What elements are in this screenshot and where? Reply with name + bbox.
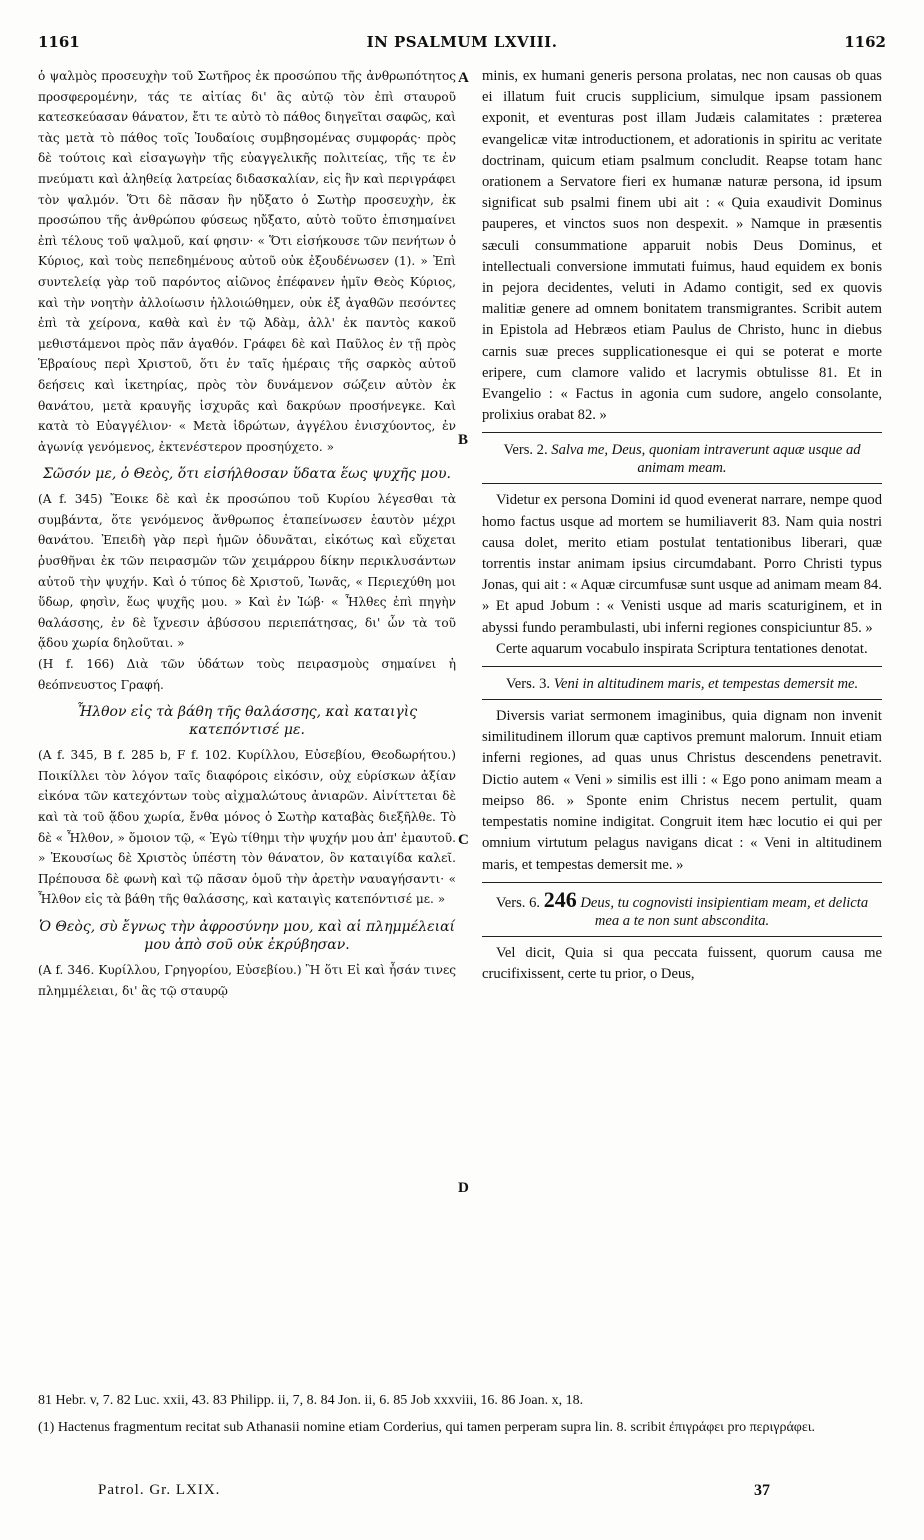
- latin-column: [482, 66, 882, 985]
- page-footer: [38, 1482, 882, 1502]
- margin-letter-d: D: [458, 1180, 469, 1196]
- latin-verse-heading: [482, 441, 882, 477]
- latin-paragraph: minis, ex humani generis persona prolatas, nec non causas ob quas ei illatum fuit crucis supplicium, simulque ipsam passionem exponit, et eventuras post illam Judæis calamitates : præterea evangelicæ vitæ introductionem, et adorationis in spiritu ac veritate doctrinam, quicum etiam psalmum concludit. Reapse totam hanc orationem a Servatore fieri ex humanæ naturæ persona, id ipsum significat sub psalmi finem ubi ait : « Quia exaudivit Dominus pauperes, et vinctos suos non despexit. » Namque in præsentis sæculi consummatione apparuit nobis Deus Dominus, et intellectuali conversione immutati fuimus, haud equidem ex bonis in pejora decidentes, veluti in Adamo contigit, sed ex quovis malitiæ genere ad omnem bonitatem transmigrantes. Scribit autem in Epistola ad Hebræos etiam Paulus de Christo, hunc in diebus carnis suæ preces supplicationesque ei qui se poterat e morte eripere, cum clamore valido et lacrymis obtulisse 81. Et in Evangelio : « Factus in agonia cum sudore, angelo consolante, prolixius orabat 82. »: [482, 68, 882, 424]
- greek-column: [38, 66, 456, 1001]
- latin-paragraph: Diversis variat sermonem imaginibus, quia dignam non invenit similitudinem illorum quæ captivos premunt malorum. Innuit etiam inferni regiones, ad quas unus Christus descendens penetravit. Dictio autem « Veni » similis est illi : « Ego pono animam meam a meipso 86. » Sponte enim Christus necem pertulit, quam tempestatis nomine indigitat. Congruit item hæc locutio ei qui per omnium virtutum pelagus navigans dicat : « Veni in altitudinem maris, et tempestas demersit me. »: [482, 708, 882, 873]
- divider: [482, 432, 882, 433]
- column-number: 246: [543, 886, 577, 912]
- latin-paragraph: Videtur ex persona Domini id quod evenerat narrare, nempe quod homo factus usque ad mortem se humiliaverit 83. Nam quia nostri causa dolet, merito etiam postulat tentationibus liberari, quæ torrentis instar animam ipsius circumdabant. Porro Christi typus Jonas, qui ait : « Aquæ circumfusæ sunt usque ad animam meam 84. » Et apud Jobum : « Venisti usque ad maris scaturiginem, et in abyssi fundo perambulasti, ubi inferni regiones conspiciuntur 85. »: [482, 492, 882, 636]
- running-header: [38, 33, 886, 55]
- scripture-references: 81 Hebr. v, 7. 82 Luc. xxii, 43. 83 Philipp. ii, 7, 8. 84 Jon. ii, 6. 85 Job xxxviii, 16. 86 Joan. x, 18.: [38, 1393, 584, 1408]
- verse-number: Vers. 2.: [503, 442, 548, 459]
- divider: [482, 882, 882, 883]
- latin-verse-heading: [482, 675, 882, 693]
- verse-text: Veni in altitudinem maris, et tempestas demersit me.: [553, 676, 859, 693]
- greek-verse-heading: Σῶσόν με, ὁ Θεὸς, ὅτι εἰσήλθοσαν ὕδατα ἕως ψυχῆς μου.: [43, 466, 451, 483]
- divider: [482, 666, 882, 667]
- greek-paragraph: (H f. 166) Διὰ τῶν ὑδάτων τοὺς πειρασμοὺς σημαίνει ἡ θεόπνευστος Γραφή.: [38, 657, 456, 692]
- greek-paragraph: ὁ ψαλμὸς προσευχὴν τοῦ Σωτῆρος ἐκ προσώπου τῆς ἀνθρωπότητος προσφερομένην, τάς τε αἰτίας δι' ἃς αὐτῷ τὸν ἐπὶ σταυροῦ κατεσκεύασαν θάνατον, ἔτι τε αὐτὸ τὸ πάθος διηγεῖται σαφῶς, καὶ τὰς μετὰ τὸ πάθος τοῖς Ἰουδαίοις συμβησομένας συμφοράς· πρὸς δὲ τούτοις καὶ εἰσαγωγὴν τῆς εὐαγγελικῆς πολιτείας, τῆς τε ἐν πνεύματι καὶ ἀληθείᾳ λατρείας διδασκαλίαν, εἰς ἣν καὶ περιγράφει τὸν ψαλμόν. Ὅτι δὲ πᾶσαν ἣν ηὔξατο ὁ Σωτὴρ προσευχὴν, ἐκ προσώπου τῆς ἀνθρώπου φύσεως ηὔξατο, αὐτὸ τοῦτο ἐπισημαίνει ἐπὶ τέλους τοῦ ψαλμοῦ, καί φησιν· « Ὅτι εἰσήκουσε τῶν πενήτων ὁ Κύριος, καὶ τοὺς πεπεδημένους αὐτοῦ οὐκ ἐξουδένωσεν (1). » Ἐπὶ συντελείᾳ γὰρ τοῦ παρόντος αἰῶνος ἐπέφανεν ἡμῖν Θεὸς Κύριος, καὶ τὴν νοητὴν ἀλλοίωσιν ἠλλοιώθημεν, οὐκ ἐξ ἀγαθῶν πεσόντες ἐπὶ τὰ χείρονα, καθὰ καὶ ἐν τῷ Ἀδὰμ, ἀλλ' ἐκ παντὸς κακοῦ μεθιστάμενοι πρὸς πᾶν ἀγαθόν. Γράφει δὲ καὶ Παῦλος ἐν τῇ πρὸς Ἑβραίους περὶ Χριστοῦ, ὅτι ἐν ταῖς ἡμέραις τῆς σαρκὸς αὐτοῦ δεήσεις καὶ ἱκετηρίας, πρὸς τὸν δυνάμενον σώζειν αὐτὸν ἐκ θανάτου, μετὰ κραυγῆς ἰσχυρᾶς καὶ δακρύων προσήνεγκε. Καὶ κατὰ τὸ Εὐαγγέλιον· « Μετὰ ἱδρώτων, ἀγγέλου ἐνισχύοντος, ἐν ἀγωνίᾳ γενόμενος, ἐκτενέστερον προσηύχετο. »: [38, 69, 456, 454]
- page-number-left: 1161: [38, 33, 80, 51]
- latin-verse-heading: [482, 886, 882, 930]
- verse-text: Deus, tu cognovisti insipientiam meam, et delicta mea a te non sunt abscondita.: [580, 894, 869, 929]
- greek-paragraph: (A f. 345, B f. 285 b, F f. 102. Κυρίλλου, Εὐσεβίου, Θεοδωρήτου.) Ποικίλλει τὸν λόγον ταῖς διαφόροις εἰκόσιν, οὐχ εὑρίσκων ἀξίαν εἰκόνα τῶν κατεχόντων τοὺς αἰχμαλώτους ἀνιαρῶν. Αἰνίττεται δὲ καὶ τὰ τοῦ ᾅδου χωρία, ἔνθα μόνος ὁ Σωτὴρ καταβὰς διεξῆλθε. Τὸ δὲ « Ἦλθον, » ὅμοιον τῷ, « Ἐγὼ τίθημι τὴν ψυχήν μου ἀπ' ἐμαυτοῦ. » Ἑκουσίως δὲ Χριστὸς ὑπέστη τὸν θάνατον, ὃν καταιγίδα καλεῖ. Πρέπουσα δὲ φωνὴ καὶ τῷ πᾶσαν ὁμοῦ τὴν ἀρετὴν ναυαγήσαντι· « Ἦλθον εἰς τὰ βάθη τῆς θαλάσσης, καὶ καταιγὶς κατεπόντισέ με. »: [38, 748, 456, 907]
- page-number-right: 1162: [844, 33, 886, 51]
- verse-number: Vers. 6.: [495, 894, 541, 911]
- signature-mark: Patrol. Gr. LXIX.: [98, 1482, 221, 1498]
- divider: [482, 936, 882, 937]
- verse-number: Vers. 3.: [505, 676, 551, 693]
- greek-verse-heading: Ἦλθον εἰς τὰ βάθη τῆς θαλάσσης, καὶ καταιγὶς κατεπόντισέ με.: [76, 704, 418, 739]
- divider: [482, 699, 882, 700]
- greek-verse-heading: Ὁ Θεὸς, σὺ ἔγνως τὴν ἀφροσύνην μου, καὶ αἱ πλημμέλειαί μου ἀπὸ σοῦ οὐκ ἐκρύβησαν.: [38, 918, 456, 953]
- divider: [482, 483, 882, 484]
- latin-paragraph: Certe aquarum vocabulo inspirata Scriptura tentationes denotat.: [496, 640, 868, 657]
- greek-paragraph: (A f. 345) Ἔοικε δὲ καὶ ἐκ προσώπου τοῦ Κυρίου λέγεσθαι τὰ συμβάντα, ὅτε γενόμενος ἄνθρωπος ἐταπείνωσεν ἑαυτὸν μέχρι θανάτου. Ἐπειδὴ γὰρ περὶ ἡμῶν ὀδυνᾶται, εἰκότως καὶ εὔχεται ῥυσθῆναι ἐκ τῶν πειρασμῶν τῶν χειμάρρου δίκην περικλυσάντων αὐτοῦ τὴν ψυχήν. Καὶ ὁ τύπος δὲ Χριστοῦ, Ἰωνᾶς, « Περιεχύθη μοι ὕδωρ, φησὶν, ἕως ψυχῆς μου. » Καὶ ἐν Ἰώβ· « Ἦλθες ἐπὶ πηγὴν θαλάσσης, ἐν δὲ ἴχνεσιν ἀβύσσου περιεπάτησας, δι' ὧν τὰ τοῦ ᾅδου χωρία δηλοῦται. »: [38, 492, 456, 651]
- greek-paragraph: (A f. 346. Κυρίλλου, Γρηγορίου, Εὐσεβίου.) Ἢ ὅτι Εἰ καὶ ἦσάν τινες πλημμέλειαι, δι' ἃς τῷ σταυρῷ: [38, 962, 456, 998]
- margin-letter-b: B: [458, 432, 469, 448]
- verse-text: Salva me, Deus, quoniam intraverunt aquæ usque ad animam meam.: [551, 442, 861, 477]
- margin-letter-a: A: [458, 70, 469, 86]
- latin-paragraph: Vel dicit, Quia si qua peccata fuissent, quorum causa me crucifixissent, certe tu prior, o Deus,: [482, 944, 882, 982]
- margin-letter-c: C: [458, 832, 469, 848]
- sheet-number: 37: [754, 1482, 770, 1499]
- footnotes: [38, 1392, 882, 1436]
- running-title: IN PSALMUM LXVIII.: [366, 33, 558, 51]
- footnote-1: (1) Hactenus fragmentum recitat sub Athanasii nomine etiam Corderius, qui tamen perperam supra lin. 8. scribit ἐπιγράφει pro περιγράφει.: [38, 1420, 816, 1435]
